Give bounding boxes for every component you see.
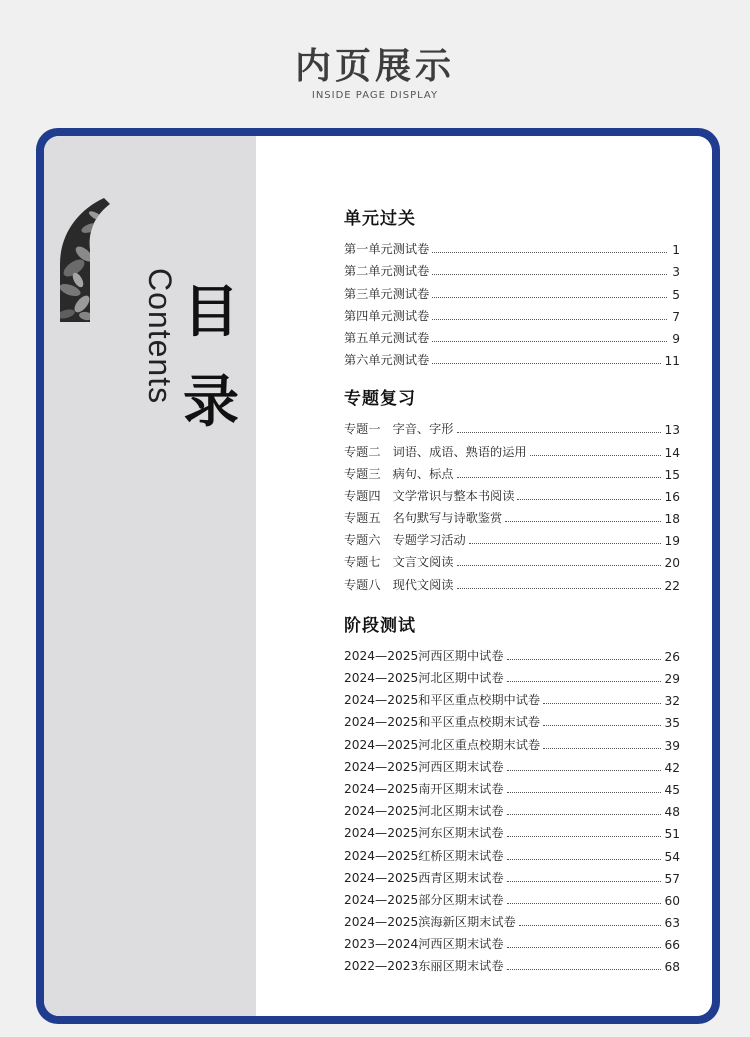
- leader-dots: [457, 588, 662, 589]
- page-number: 68: [664, 960, 680, 975]
- topic-code: 专题一: [344, 422, 381, 437]
- entry-title: 2024—2025河西区期末试卷: [344, 759, 504, 774]
- entry-title: 第一单元测试卷: [344, 242, 430, 257]
- leader-dots: [507, 881, 662, 882]
- toc-entry: [344, 886, 680, 908]
- book-page: [44, 136, 712, 1016]
- entry-title: 2024—2025河北区期中试卷: [344, 671, 504, 685]
- leader-dots: [432, 274, 667, 275]
- toc-entry: [344, 302, 680, 324]
- toc-entry: [344, 797, 680, 819]
- page-number: 35: [664, 716, 680, 731]
- entry-title: 第三单元测试卷: [344, 286, 430, 301]
- leader-dots: [530, 455, 662, 456]
- entry-title: 2024—2025河东区期末试卷: [344, 826, 504, 841]
- entry-title: 2024—2025河西区期中试卷: [344, 648, 504, 663]
- page-number: 13: [664, 423, 680, 438]
- toc-entry: [344, 415, 680, 437]
- leader-dots: [517, 499, 661, 500]
- page-number: 1: [672, 243, 680, 258]
- section-heading: 阶段测试: [344, 615, 416, 636]
- topic-code: 专题五: [344, 511, 381, 526]
- entry-title: 字音、字形: [392, 422, 454, 437]
- leader-dots: [505, 521, 661, 522]
- toc-entry: [344, 324, 680, 346]
- contents-title-cn: [176, 268, 246, 448]
- page-number: 16: [664, 489, 680, 504]
- entry-title: 名句默写与诗歌鉴赏: [392, 511, 503, 526]
- entry-title: 2024—2025滨海新区期末试卷: [344, 915, 516, 930]
- contents-title-en: Contents: [142, 268, 178, 405]
- toc-entry: [344, 570, 680, 592]
- leader-dots: [457, 477, 662, 478]
- page-number: 42: [664, 760, 680, 775]
- page-number: 39: [664, 738, 680, 753]
- toc-entry: [344, 504, 680, 526]
- entry-title: 第六单元测试卷: [344, 353, 430, 368]
- entry-title: 病句、标点: [392, 466, 454, 481]
- leader-dots: [543, 703, 661, 704]
- leader-dots: [507, 836, 662, 837]
- leader-dots: [507, 659, 662, 660]
- toc-entry: [344, 235, 680, 257]
- entry-title: 2024—2025部分区期末试卷: [344, 892, 504, 907]
- leader-dots: [507, 969, 662, 970]
- toc-entry: [344, 686, 680, 708]
- toc-entry: [344, 930, 680, 952]
- leader-dots: [469, 543, 662, 544]
- leaf-quote-mark-icon: [60, 198, 118, 322]
- book-frame: [36, 128, 720, 1024]
- topic-code: 专题二: [344, 444, 381, 459]
- toc-entry: [344, 257, 680, 279]
- page-number: 66: [664, 938, 680, 953]
- entry-title: 专题学习活动: [392, 533, 466, 548]
- toc-entry: [344, 841, 680, 863]
- page-number: 7: [672, 309, 680, 324]
- page-title: 内页展示: [294, 46, 455, 87]
- toc-entry: [344, 482, 680, 504]
- toc-entry: [344, 753, 680, 775]
- leader-dots: [507, 681, 662, 682]
- toc-entry: [344, 642, 680, 664]
- toc-entry: [344, 864, 680, 886]
- entry-title: 2023—2024河西区期末试卷: [344, 937, 504, 952]
- entry-title: 第二单元测试卷: [344, 264, 430, 279]
- toc-entry: [344, 664, 680, 686]
- page-number: 29: [664, 672, 680, 686]
- toc-entry: [344, 708, 680, 730]
- entry-title: 第五单元测试卷: [344, 330, 430, 345]
- leader-dots: [507, 903, 662, 904]
- leader-dots: [507, 859, 662, 860]
- topic-code: 专题六: [344, 533, 381, 548]
- topic-code: 专题三: [344, 466, 381, 481]
- leader-dots: [543, 725, 661, 726]
- leader-dots: [507, 814, 662, 815]
- leader-dots: [507, 792, 662, 793]
- page-number: 45: [664, 782, 680, 797]
- page-number: 20: [664, 556, 680, 571]
- toc-entry: [344, 952, 680, 974]
- page-number: 57: [664, 871, 680, 886]
- entry-title: 2024—2025西青区期末试卷: [344, 870, 504, 885]
- page-number: 11: [664, 354, 680, 369]
- topic-code: 专题四: [344, 488, 381, 503]
- page-number: 22: [664, 578, 680, 593]
- page-number: 5: [672, 287, 680, 302]
- contents-title-char: 目: [183, 280, 239, 345]
- page-subtitle: INSIDE PAGE DISPLAY: [311, 90, 439, 101]
- toc-entry: [344, 526, 680, 548]
- leader-dots: [507, 947, 662, 948]
- entry-title: 文言文阅读: [392, 555, 454, 570]
- leader-dots: [432, 252, 667, 253]
- leader-dots: [432, 297, 667, 298]
- page-number: 60: [664, 893, 680, 908]
- topic-code: 专题八: [344, 577, 381, 592]
- entry-title: 词语、成语、熟语的运用: [392, 444, 527, 459]
- section-heading: 单元过关: [344, 209, 416, 229]
- page-number: 3: [672, 265, 680, 280]
- page-number: 63: [664, 916, 680, 931]
- toc-entry: [344, 819, 680, 841]
- leader-dots: [432, 319, 667, 320]
- page-number: 32: [664, 694, 680, 709]
- toc-entry: [344, 775, 680, 797]
- entry-title: 2024—2025和平区重点校期中试卷: [344, 693, 541, 708]
- toc-entry: [344, 730, 680, 752]
- entry-title: 2024—2025河北区重点校期末试卷: [344, 737, 541, 752]
- page-number: 48: [664, 805, 680, 820]
- entry-title: 现代文阅读: [392, 577, 454, 592]
- toc-entry: [344, 437, 680, 459]
- page-number: 18: [664, 512, 680, 527]
- entry-title: 文学常识与整本书阅读: [392, 488, 515, 503]
- leader-dots: [507, 770, 662, 771]
- entry-title: 2024—2025南开区期末试卷: [344, 781, 504, 796]
- toc-entry: [344, 548, 680, 570]
- page-number: 15: [664, 467, 680, 482]
- page-number: 26: [664, 649, 680, 664]
- page-number: 19: [664, 534, 680, 549]
- leader-dots: [543, 748, 661, 749]
- page-number: 14: [664, 445, 680, 460]
- table-of-contents: [344, 204, 680, 974]
- section-heading: 专题复习: [344, 389, 416, 410]
- entry-title: 2022—2023东丽区期末试卷: [344, 959, 504, 974]
- entry-title: 2024—2025和平区重点校期末试卷: [344, 715, 541, 730]
- leader-dots: [519, 925, 662, 926]
- leader-dots: [457, 565, 662, 566]
- toc-entry: [344, 346, 680, 368]
- leader-dots: [432, 363, 661, 364]
- toc-entry: [344, 279, 680, 301]
- leader-dots: [457, 432, 662, 433]
- toc-sidebar: [44, 136, 256, 1016]
- toc-entry: [344, 460, 680, 482]
- page-number: 51: [664, 827, 680, 842]
- entry-title: 2024—2025红桥区期末试卷: [344, 848, 504, 863]
- toc-entry: [344, 908, 680, 930]
- topic-code: 专题七: [344, 555, 381, 570]
- entry-title: 2024—2025河北区期末试卷: [344, 804, 504, 819]
- leader-dots: [432, 341, 667, 342]
- page-number: 54: [664, 849, 680, 864]
- contents-title-char: 录: [183, 370, 239, 435]
- page-number: 9: [672, 331, 680, 346]
- entry-title: 第四单元测试卷: [344, 308, 430, 323]
